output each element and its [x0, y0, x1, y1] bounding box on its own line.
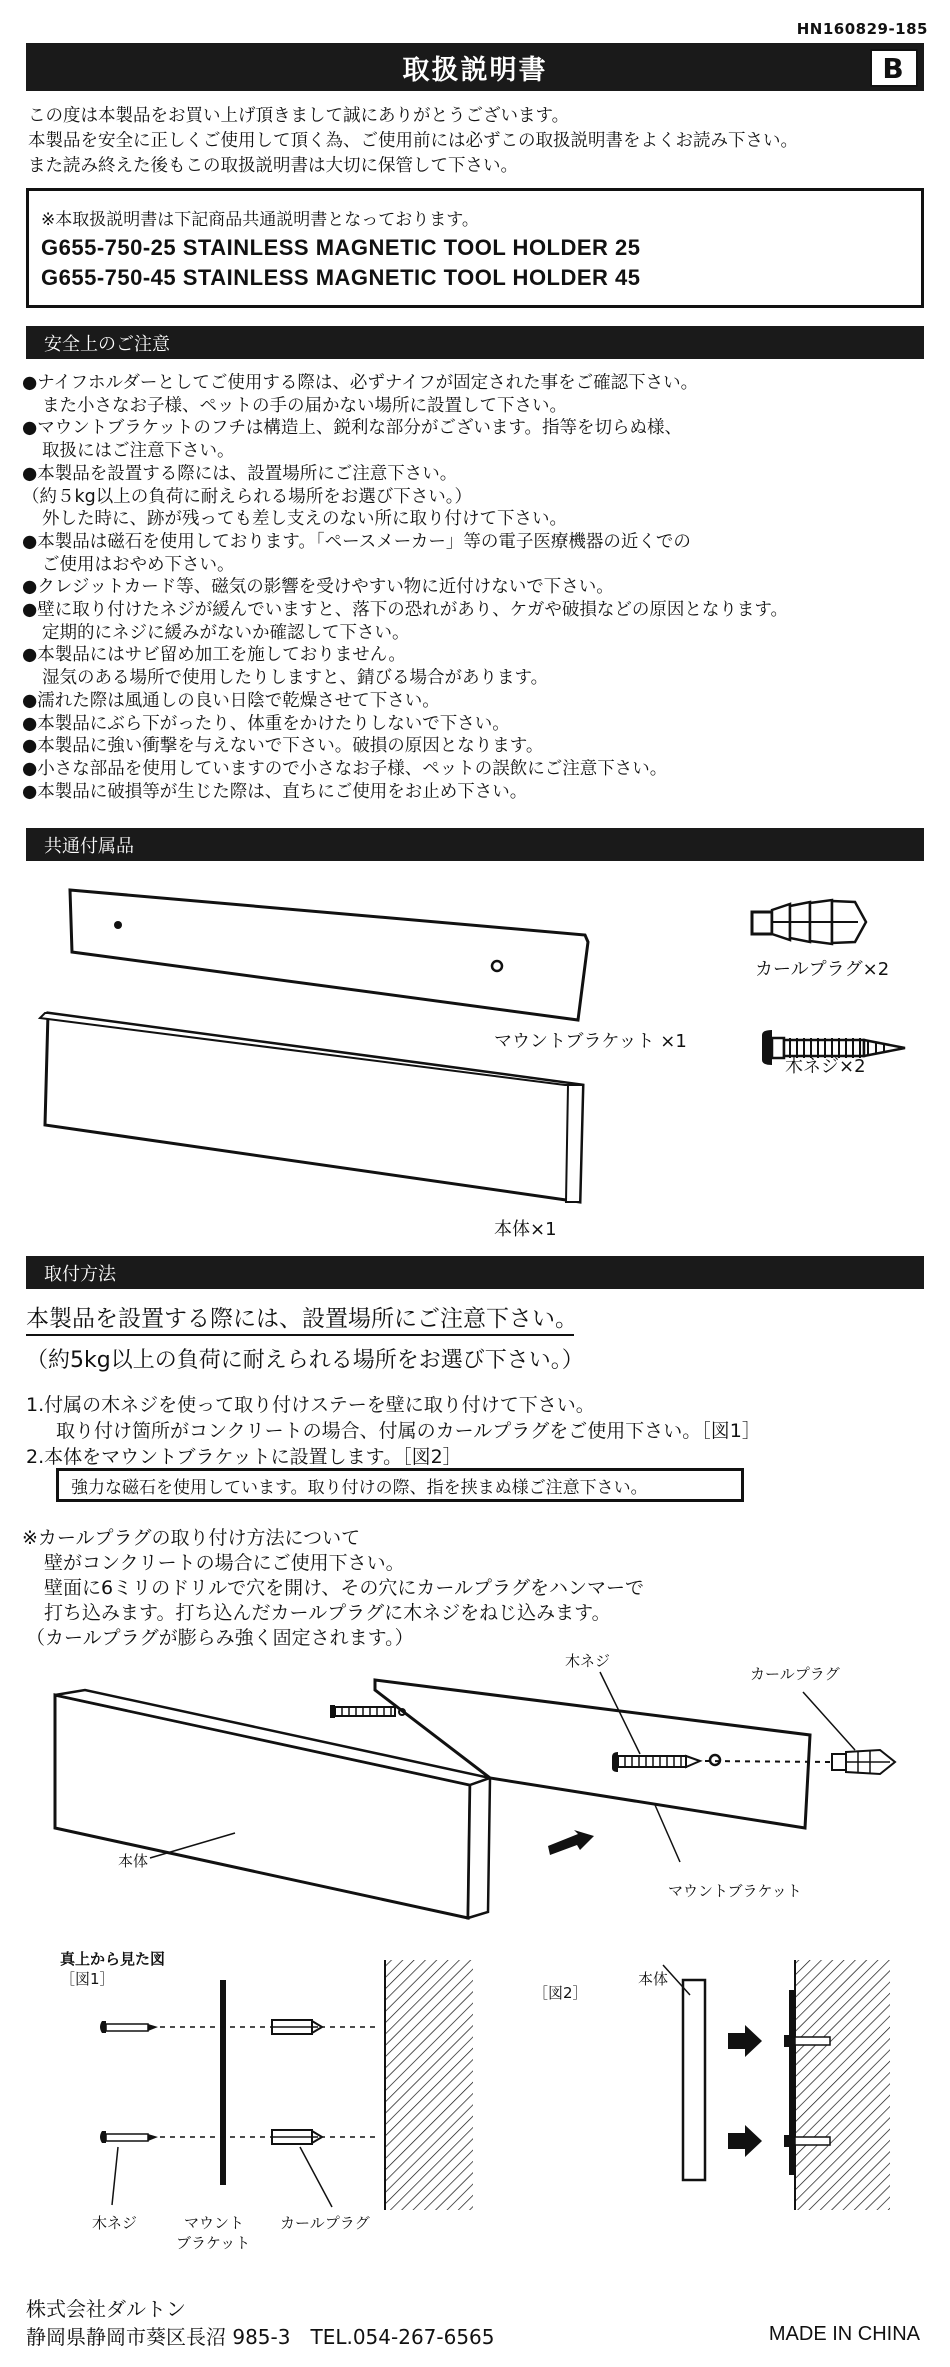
- fig1-bracket-label-2: ブラケット: [176, 2234, 251, 2252]
- body-label: 本体×1: [494, 1219, 557, 1240]
- safety-line: 湿気のある場所で使用したりしますと、錆びる場合があります。: [42, 668, 549, 689]
- title-bar: [26, 43, 924, 91]
- safety-line: ●本製品にぶら下がったり、体重をかけたりしないで下さい。: [22, 713, 510, 734]
- step-line: 1.付属の木ネジを使って取り付けステーを壁に取り付けて下さい。: [26, 1394, 595, 1416]
- model-line-45: G655-750-45 STAINLESS MAGNETIC TOOL HOLDER 45: [41, 265, 641, 290]
- safety-line: ●ナイフホルダーとしてご使用する際は、必ずナイフが固定された事をご確認下さい。: [22, 373, 699, 393]
- fig2-label: ［図2］: [533, 1984, 588, 2002]
- assembly-body-label: 本体: [118, 1852, 149, 1870]
- company-name: 株式会社ダルトン: [26, 2297, 186, 2321]
- mounting-caution: 本製品を設置する際には、設置場所にご注意下さい。: [26, 1306, 578, 1332]
- plug-note-line: （カールプラグが膨らみ強く固定されます。）: [26, 1627, 414, 1649]
- page-title: 取扱説明書: [402, 54, 548, 86]
- mounting-steps: [26, 1392, 761, 1470]
- model-note: ※本取扱説明書は下記商品共通説明書となっております。: [41, 210, 479, 230]
- safety-line: ●本製品に破損等が生じた際は、直ちにご使用をお止め下さい。: [22, 781, 528, 802]
- mount-bracket-drawing: [70, 890, 588, 1020]
- assembly-diagram: [0, 1650, 950, 1950]
- plug-notes: [22, 1526, 644, 1651]
- fig1-plug-label: カールプラグ: [280, 2214, 370, 2232]
- safety-line: 外した時に、跡が残っても差し支えのない所に取り付けて下さい。: [42, 509, 567, 530]
- curl-plug-drawing: [752, 900, 866, 944]
- fig1-drawing: [100, 1960, 473, 2210]
- safety-line: ●壁に取り付けたネジが緩んでいますと、落下の恐れがあり、ケガや破損などの原因となります。: [22, 600, 789, 621]
- fig2-drawing: [663, 1960, 890, 2210]
- assembly-curl-plug: [832, 1750, 895, 1774]
- model-box: [26, 188, 924, 308]
- intro-line: また読み終えた後もこの取扱説明書は大切に保管して下さい。: [28, 156, 518, 176]
- assembly-bracket-label: マウントブラケット: [668, 1882, 802, 1900]
- step-line: 2.本体をマウントブラケットに設置します。［図2］: [26, 1446, 462, 1468]
- safety-line: ●マウントブラケットのフチは構造上、鋭利な部分がございます。指等を切らぬ様、: [22, 418, 682, 439]
- assembly-plug-label: カールプラグ: [750, 1665, 840, 1683]
- plug-note-line: 壁面に6ミリのドリルで穴を開け、その穴にカールプラグをハンマーで: [44, 1577, 644, 1599]
- step-line: 取り付け箇所がコンクリートの場合、付属のカールプラグをご使用下さい。［図1］: [56, 1420, 761, 1442]
- intro-line: この度は本製品をお買い上げ頂きまして誠にありがとうございます。: [28, 106, 570, 126]
- safety-line: また小さなお子様、ペットの手の届かない場所に設置して下さい。: [42, 395, 567, 416]
- assembly-screw-label: 木ネジ: [565, 1652, 611, 1670]
- mounting-heading: 取付方法: [26, 1256, 924, 1289]
- safety-line: 定期的にネジに緩みがないか確認して下さい。: [42, 622, 410, 643]
- safety-line: ●本製品を設置する際には、設置場所にご注意下さい。: [22, 463, 458, 484]
- safety-line: ご使用はおやめ下さい。: [42, 554, 235, 575]
- version-badge: B: [870, 49, 918, 87]
- magnet-warning: 強力な磁石を使用しています。取り付けの際、指を挟まぬ様ご注意下さい。: [56, 1468, 744, 1502]
- intro-text: [28, 104, 928, 179]
- top-view-label: 真上から見た図: [60, 1950, 166, 1968]
- figure-diagrams: [0, 1955, 950, 2225]
- safety-line: ●クレジットカード等、磁気の影響を受けやすい物に近付けないで下さい。: [22, 577, 614, 598]
- safety-line: （約５kg以上の負荷に耐えられる場所をお選び下さい。）: [22, 486, 472, 507]
- made-in-label: MADE IN CHINA: [768, 2323, 920, 2345]
- wood-screw-label: 木ネジ×2: [785, 1056, 866, 1077]
- assembly-arrow-icon: [548, 1830, 594, 1855]
- mounting-caution-sub: （約5kg以上の負荷に耐えられる場所をお選び下さい。）: [26, 1348, 584, 1373]
- intro-line: 本製品を安全に正しくご使用して頂く為、ご使用前には必ずこの取扱説明書をよくお読み下さい。: [28, 131, 798, 151]
- mount-bracket-label: マウントブラケット ×1: [494, 1031, 687, 1052]
- fig2-arrow-icon: [728, 2125, 762, 2157]
- safety-line: ●本製品にはサビ留め加工を施しておりません。: [22, 645, 406, 666]
- safety-line: ●本製品に強い衝撃を与えないで下さい。破損の原因となります。: [22, 736, 544, 757]
- safety-line: 取扱にはご注意下さい。: [42, 441, 235, 462]
- document-code: HN160829-185: [796, 20, 928, 38]
- fig1-label: ［図1］: [60, 1970, 115, 1988]
- plug-note-line: 打ち込みます。打ち込んだカールプラグに木ネジをねじ込みます。: [44, 1602, 611, 1624]
- plug-note-line: 壁がコンクリートの場合にご使用下さい。: [44, 1552, 405, 1574]
- fig1-screw-label: 木ネジ: [92, 2214, 138, 2232]
- plug-note-line: ※カールプラグの取り付け方法について: [22, 1527, 361, 1549]
- safety-list: [22, 372, 932, 803]
- caution-underline: [26, 1334, 574, 1336]
- safety-line: ●小さな部品を使用していますので小さなお子様、ペットの誤飲にご注意下さい。: [22, 758, 668, 779]
- company-address: 静岡県静岡市葵区長沼 985-3 TEL.054-267-6565: [26, 2325, 495, 2349]
- accessories-heading: 共通付属品: [26, 828, 924, 861]
- safety-line: ●本製品は磁石を使用しております。「ペースメーカー」等の電子医療機器の近くでの: [22, 531, 691, 552]
- curl-plug-label: カールプラグ×2: [755, 959, 890, 980]
- fig2-arrow-icon: [728, 2025, 762, 2057]
- safety-line: ●濡れた際は風通しの良い日陰で乾燥させて下さい。: [22, 690, 440, 711]
- safety-heading: 安全上のご注意: [26, 326, 924, 359]
- assembly-top-screw: [330, 1705, 405, 1718]
- footer: [26, 2295, 495, 2351]
- model-line-25: G655-750-25 STAINLESS MAGNETIC TOOL HOLDER 25: [41, 235, 641, 260]
- fig1-bracket-label-1: マウント: [184, 2214, 245, 2232]
- fig2-body-label: 本体: [638, 1970, 669, 1988]
